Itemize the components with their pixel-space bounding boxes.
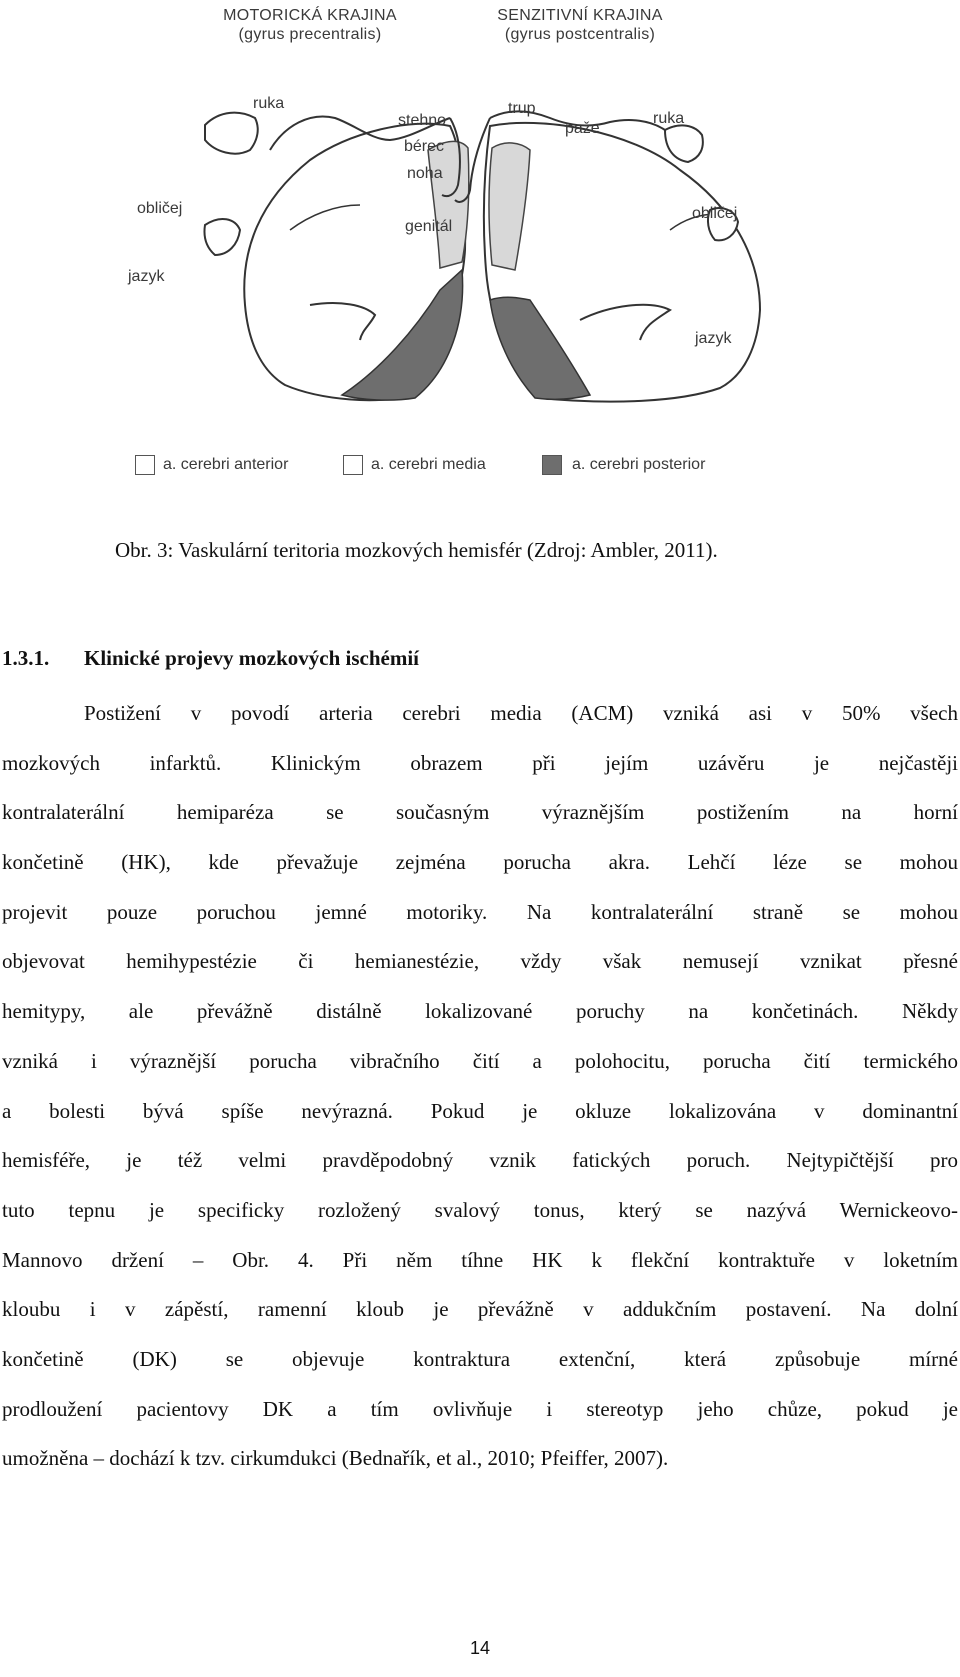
legend-label-anterior: a. cerebri anterior xyxy=(163,456,289,473)
paragraph-line: mozkových infarktů. Klinickým obrazem při jejím uzávěru je nejčastěji xyxy=(2,750,958,775)
section-title: Klinické projevy mozkových ischémií xyxy=(84,646,420,670)
legend-label-media: a. cerebri media xyxy=(371,456,486,473)
paragraph-line: hemisféře, je též velmi pravděpodobný vznik fatických poruch. Nejtypičtější pro xyxy=(2,1148,958,1173)
brain-hemispheres-drawing xyxy=(110,0,830,515)
body-paragraph xyxy=(2,698,958,1493)
motor-region-header xyxy=(200,6,420,44)
paragraph-line: prodloužení pacientovy DK a tím ovlivňuje i stereotyp jeho chůze, pokud je xyxy=(2,1396,958,1421)
section-number: 1.3.1. xyxy=(2,646,50,670)
motor-homunculus-hand xyxy=(205,113,258,154)
sensory-homunculus-hand xyxy=(665,125,703,162)
legend-swatch-posterior xyxy=(542,455,562,475)
label-berec: bérec xyxy=(404,138,445,155)
sensory-region-title: SENZITIVNÍ KRAJINA xyxy=(497,7,663,24)
paragraph-line: kloubu i v zápěstí, ramenní kloub je převážně v addukčním postavení. Na dolní xyxy=(2,1297,958,1322)
section-heading xyxy=(2,646,419,671)
label-stehno: stehno xyxy=(398,112,447,129)
label-ruka-left: ruka xyxy=(253,95,285,112)
vascular-territories-figure xyxy=(110,0,830,515)
legend-swatch-anterior xyxy=(135,455,155,475)
paragraph-line: projevit pouze poruchou jemné motoriky. Na kontralaterální straně se mohou xyxy=(2,899,958,924)
motor-region-title: MOTORICKÁ KRAJINA xyxy=(223,7,397,24)
paragraph-line: končetině (DK) se objevuje kontraktura extenční, která způsobuje mírné xyxy=(2,1346,958,1371)
label-oblicej-right: obličej xyxy=(692,205,738,222)
legend-label-posterior: a. cerebri posterior xyxy=(572,456,706,473)
motor-homunculus-face xyxy=(204,219,240,255)
paragraph-line: Mannovo držení – Obr. 4. Při něm tíhne HK k flekční kontraktuře v loketním xyxy=(2,1247,958,1272)
motor-region-subtitle: (gyrus precentralis) xyxy=(238,26,382,43)
figure-caption: Obr. 3: Vaskulární teritoria mozkových hemisfér (Zdroj: Ambler, 2011). xyxy=(115,538,718,562)
paragraph-line: tuto tepnu je specificky rozložený svalový tonus, který se nazývá Wernickeovo- xyxy=(2,1197,958,1222)
label-noha: noha xyxy=(407,165,443,182)
label-genital: genitál xyxy=(405,218,453,235)
label-trup: trup xyxy=(508,100,536,117)
paragraph-line: hemitypy, ale převážně distálně lokalizované poruchy na končetinách. Někdy xyxy=(2,999,958,1024)
label-paze: paže xyxy=(565,120,600,137)
paragraph-line: umožněna – dochází k tzv. cirkumdukci (Bednařík, et al., 2010; Pfeiffer, 2007). xyxy=(2,1446,669,1471)
paragraph-line: Postižení v povodí arteria cerebri media (ACM) vzniká asi v 50% všech xyxy=(84,701,958,725)
page-number: 14 xyxy=(469,1638,491,1658)
paragraph-line: vzniká i výraznější porucha vibračního čití a polohocitu, porucha čití termického xyxy=(2,1048,958,1073)
paragraph-line: končetině (HK), kde převažuje zejména porucha akra. Lehčí léze se mohou xyxy=(2,850,958,875)
paragraph-line: objevovat hemihypestézie či hemianestézie, vždy však nemusejí vznikat přesné xyxy=(2,949,958,974)
paragraph-line: kontralaterální hemiparéza se současným výraznějším postižením na horní xyxy=(2,800,958,825)
label-oblicej-left: obličej xyxy=(137,200,183,217)
legend-swatch-media xyxy=(343,455,363,475)
sensory-region-header xyxy=(470,6,690,44)
paragraph-line: a bolesti bývá spíše nevýrazná. Pokud je okluze lokalizována v dominantní xyxy=(2,1098,958,1123)
label-jazyk-right: jazyk xyxy=(695,330,732,347)
label-ruka-right: ruka xyxy=(653,110,685,127)
label-jazyk-left: jazyk xyxy=(128,268,165,285)
sensory-region-subtitle: (gyrus postcentralis) xyxy=(504,26,656,43)
